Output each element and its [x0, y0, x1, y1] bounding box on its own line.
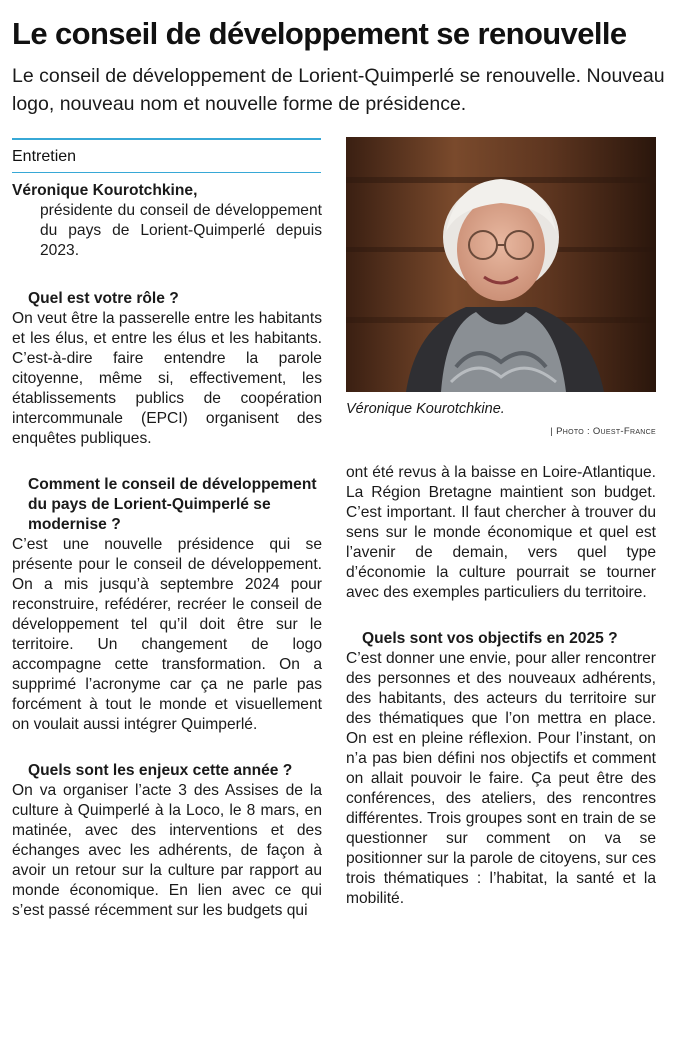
portrait-image — [346, 137, 656, 392]
question-1: Quel est votre rôle ? — [28, 290, 179, 307]
question-2: Comment le conseil de développement du pays de Lorient-Quimperlé se modernise ? — [28, 476, 317, 533]
photo-caption: Véronique Kourotchkine. — [346, 401, 505, 417]
kicker-bottom-rule — [12, 172, 321, 173]
portrait-photo — [346, 137, 656, 392]
section-kicker: Entretien — [12, 148, 77, 165]
left-column — [12, 138, 322, 921]
answer-3-continued: ont été revus à la baisse en Loire-Atlantique. La Région Bretagne maintient son budget. C’est important. Il faut chercher à trouver du sens sur le monde économique et quel est l’avenir de demain, vers quel type d’économie la culture pourrait se tourner avec des exemples particuliers du territoire. — [346, 464, 656, 601]
article-standfirst: Le conseil de développement de Lorient-Quimperlé se renouvelle. Nouveau logo, nouveau nom et nouvelle forme de présidence. — [12, 65, 665, 115]
question-4: Quels sont vos objectifs en 2025 ? — [362, 630, 618, 647]
photo-credit: | Photo : Ouest-France — [550, 426, 656, 437]
question-3: Quels sont les enjeux cette année ? — [28, 762, 293, 779]
answer-2: C’est une nouvelle présidence qui se présente pour le conseil de développement. On a mis jusqu’à septembre 2024 pour reconstruire, refédérer, recréer le conseil de développement tel qu’il doit être sur le territoire. Un changement de logo accompagne cette transformation. On a supprimé l’acronyme car ça ne parle pas forcément à tout le monde et visuellement on voulait aussi intégrer Quimperlé. — [12, 536, 322, 733]
answer-1: On veut être la passerelle entre les habitants et les élus, et entre les élus et les habitants. C’est-à-dire faire entendre la parole citoyenne, même si, effectivement, les établissements publics de coopération intercommunale (EPCI) organisent des enquêtes publiques. — [12, 310, 322, 447]
kicker-top-rule — [12, 138, 321, 140]
answer-3: On va organiser l’acte 3 des Assises de la culture à Quimperlé à la Loco, le 8 mars, en matinée, avec des interventions et des échanges avec les adhérents, de façon à avoir un retour sur la culture par rapport au monde économique. En lien avec ce qui s’est passé récemment sur les budgets qui — [12, 782, 322, 919]
right-column — [346, 463, 656, 909]
interviewee-name: Véronique Kourotchkine, — [12, 182, 198, 199]
interviewee-role: présidente du conseil de développement du pays de Lorient-Quimperlé depuis 2023. — [40, 202, 322, 259]
answer-4: C’est donner une envie, pour aller rencontrer des personnes et des nouveaux adhérents, des habitants, des acteurs du territoire sur des thématiques que l’on mettra en place. On est en pleine réflexion. Pour l’instant, on n’a pas bien défini nos objectifs et comment on allait pouvoir le faire. Ça peut être des conférences, des ateliers, des rencontres différentes. Trois groupes sont en train de se questionner sur comment on va se positionner sur la parole de citoyens, sur ces trois thématiques : l’habitat, la santé et la mobilité. — [346, 650, 656, 907]
article-headline: Le conseil de développement se renouvelle — [12, 16, 627, 51]
